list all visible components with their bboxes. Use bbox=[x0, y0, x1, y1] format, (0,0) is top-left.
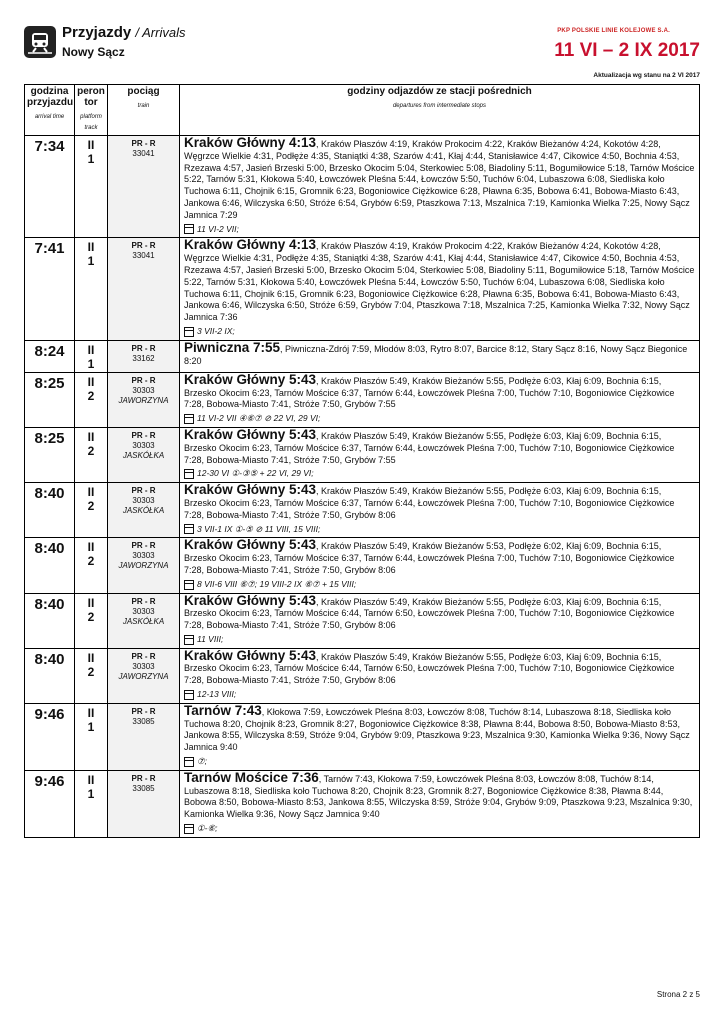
table-row bbox=[25, 770, 700, 837]
origin-station: Kraków Główny 5:43 bbox=[184, 371, 317, 387]
track-number: 1 bbox=[87, 356, 95, 371]
train-category: PR - R bbox=[131, 541, 156, 551]
train-number: 30303 bbox=[132, 385, 155, 395]
train-info bbox=[108, 238, 180, 340]
track-number: 1 bbox=[87, 719, 95, 734]
track-number: 2 bbox=[87, 664, 95, 679]
arrival-time: 9:46 bbox=[25, 703, 75, 770]
platform-track bbox=[75, 372, 108, 427]
origin-station: Kraków Główny 5:43 bbox=[184, 482, 317, 498]
operating-days-text: 8 VII-6 VIII ⑥⑦; 19 VIII-2 IX ⑥⑦ + 15 VIII; bbox=[197, 578, 357, 589]
train-name: JASKÓŁKA bbox=[122, 450, 165, 460]
operating-days bbox=[184, 468, 696, 480]
intermediate-stops bbox=[180, 538, 700, 593]
origin-station: Kraków Główny 5:43 bbox=[184, 592, 317, 608]
arrival-time: 7:34 bbox=[25, 136, 75, 238]
train-number: 33162 bbox=[132, 353, 155, 363]
intermediate-stops bbox=[180, 770, 700, 837]
train-category: PR - R bbox=[131, 773, 156, 783]
origin-station: Tarnów 7:43 bbox=[184, 702, 262, 718]
stops-list: , Kłokowa 7:59, Łowczówek Pleśna 8:03, Łowczów 8:08, Tuchów 8:14, Lubaszowa 8:18, Siedliska koło Tuchowa 8:20, Chojnik 8:23, Gromnik 8:27, Bogoniowice Ciężkowice 8:38, Pławna 8:44, Bobowa 8:50, Bobowa-Miasto 8:53, Jankowa 8:55, Wilczyska 8:59, Stróże 9:04, Grybów 9:09, Ptaszkowa 9:23, Mszalnica 9:30, Kamionka Wielka 9:36, Nowy Sącz Jamnica 9:40 bbox=[184, 706, 690, 753]
calendar-icon bbox=[184, 757, 194, 767]
operating-days bbox=[184, 224, 696, 236]
train-name: JAWORZYNA bbox=[118, 561, 169, 571]
title-en-text: / Arrivals bbox=[135, 25, 186, 40]
train-number: 30303 bbox=[132, 496, 155, 506]
platform-number: II bbox=[87, 138, 95, 152]
operating-days bbox=[184, 524, 696, 536]
platform-number: II bbox=[87, 772, 95, 787]
arrival-time: 8:25 bbox=[25, 427, 75, 482]
col-header-stops: godziny odjazdów ze stacji pośrednich departures from intermediate stops bbox=[180, 85, 700, 136]
stops-list: , Kraków Płaszów 5:49, Kraków Bieżanów 5:55, Podłęże 6:03, Kłaj 6:09, Bochnia 6:15, Brzesko Okocim 6:23, Tarnów Mościce 6:44, Tarnów 6:50, Łowczówek Pleśna 7:00, Tuchów 7:10, Bogoniowice Ciężkowice 7:28, Bobowa-Miasto 7:41, Stróże 7:50, Grybów 8:06 bbox=[184, 596, 675, 631]
validity-dates: 11 VI – 2 IX 2017 bbox=[554, 40, 700, 61]
table-row bbox=[25, 703, 700, 770]
operating-days bbox=[184, 634, 696, 646]
train-name: JASKÓŁKA bbox=[122, 616, 165, 626]
track-number: 2 bbox=[87, 609, 95, 624]
train-info bbox=[108, 483, 180, 538]
origin-station: Kraków Główny 5:43 bbox=[184, 647, 317, 663]
train-info bbox=[108, 136, 180, 238]
operating-days-text: 12-13 VIII; bbox=[197, 689, 237, 700]
platform-track bbox=[75, 770, 108, 837]
table-row bbox=[25, 648, 700, 703]
train-number: 33041 bbox=[132, 149, 155, 158]
intermediate-stops bbox=[180, 648, 700, 703]
operating-days bbox=[184, 689, 696, 701]
platform-track bbox=[75, 703, 108, 770]
platform-number: II bbox=[87, 342, 95, 357]
platform-number: II bbox=[87, 429, 95, 444]
page-title bbox=[62, 24, 185, 41]
train-category: PR - R bbox=[131, 375, 156, 385]
table-row bbox=[25, 340, 700, 372]
operating-days bbox=[184, 756, 696, 768]
calendar-icon bbox=[184, 524, 194, 534]
operating-days-text: ⑦; bbox=[197, 756, 207, 767]
col-header-time: godzina przyjazdu arrival time bbox=[25, 85, 75, 136]
stops-list: , Kraków Płaszów 5:49, Kraków Bieżanów 5:55, Podłęże 6:03, Kłaj 6:09, Bochnia 6:15, Brzesko Okocim 6:23, Tarnów Mościce 6:37, Tarnów 6:44, Łowczówek Pleśna 7:00, Tuchów 7:10, Bogoniowice Ciężkowice 7:28, Bobowa-Miasto 7:41, Stróże 7:50, Grybów 7:55 bbox=[184, 375, 675, 410]
operating-days-text: 11 VI-2 VII; bbox=[197, 223, 239, 234]
page-number: Strona 2 z 5 bbox=[656, 990, 700, 999]
platform-track bbox=[75, 538, 108, 593]
origin-station: Kraków Główny 4:13 bbox=[184, 237, 317, 253]
table-row bbox=[25, 427, 700, 482]
arrivals-table bbox=[24, 84, 700, 838]
operating-days-text: 11 VIII; bbox=[197, 633, 224, 644]
train-category: PR - R bbox=[131, 430, 156, 440]
origin-station: Piwniczna 7:55 bbox=[184, 339, 281, 355]
origin-station: Tarnów Mościce 7:36 bbox=[184, 769, 319, 785]
calendar-icon bbox=[184, 469, 194, 479]
origin-station: Kraków Główny 5:43 bbox=[184, 426, 317, 442]
platform-track bbox=[75, 483, 108, 538]
intermediate-stops bbox=[180, 427, 700, 482]
operating-days-text: 3 VII-2 IX; bbox=[197, 325, 235, 336]
table-row bbox=[25, 538, 700, 593]
intermediate-stops bbox=[180, 483, 700, 538]
track-number: 2 bbox=[87, 499, 95, 514]
stops-list: , Kraków Płaszów 4:19, Kraków Prokocim 4:22, Kraków Bieżanów 4:24, Kokotów 4:28, Węgrzce Wielkie 4:31, Podłęże 4:35, Staniątki 4:38, Szarów 4:41, Kłaj 4:44, Stanisławice 4:47, Cikowice 4:50, Bochnia 4:53, Rzezawa 4:57, Jasień Brzeski 5:00, Brzesko Okocim 5:04, Sterkowiec 5:08, Biadoliny 5:11, Bogumiłowice 5:18, Tarnów Mościce 5:22, Tarnów 5:31, Kłokowa 5:40, Łowczówek Pleśna 5:44, Łowczów 5:50, Tuchów 6:04, Lubaszowa 6:08, Siedliska koło Tuchowa 6:11, Chojnik 6:15, Gromnik 6:23, Bogoniowice Ciężkowice 6:28, Pławna 6:35, Bobowa 6:41, Bobowa-Miasto 6:43, Jankowa 6:46, Wilczyska 6:50, Stróże 6:54, Grybów 6:59, Ptaszkowa 7:13, Mszalnica 7:19, Kamionka Wielka 7:25, Nowy Sącz Jamnica 7:29 bbox=[184, 139, 695, 220]
table-row bbox=[25, 593, 700, 648]
train-category: PR - R bbox=[131, 139, 156, 148]
calendar-icon bbox=[184, 690, 194, 700]
table-row bbox=[25, 238, 700, 340]
arrival-time: 8:25 bbox=[25, 372, 75, 427]
stops-list: , Kraków Płaszów 5:49, Kraków Bieżanów 5:55, Podłęże 6:03, Kłaj 6:09, Bochnia 6:15, Brzesko Okocim 6:23, Tarnów Mościce 6:37, Tarnów 6:44, Łowczówek Pleśna 7:00, Tuchów 7:10, Bogoniowice Ciężkowice 7:28, Bobowa-Miasto 7:41, Stróże 7:50, Grybów 7:55 bbox=[184, 430, 675, 465]
calendar-icon bbox=[184, 580, 194, 590]
table-row bbox=[25, 483, 700, 538]
train-name: JAWORZYNA bbox=[118, 395, 169, 405]
page-header bbox=[24, 26, 700, 84]
train-number: 30303 bbox=[132, 551, 155, 561]
platform-number: II bbox=[87, 240, 95, 255]
intermediate-stops bbox=[180, 593, 700, 648]
stops-list: , Kraków Płaszów 5:49, Kraków Bieżanów 5:55, Podłęże 6:03, Kłaj 6:09, Bochnia 6:15, Brzesko Okocim 6:23, Tarnów Mościce 6:37, Tarnów 6:44, Łowczówek Pleśna 7:00, Tuchów 7:10, Bogoniowice Ciężkowice 7:28, Bobowa-Miasto 7:41, Stróże 7:50, Grybów 8:06 bbox=[184, 486, 675, 520]
arrival-time: 8:24 bbox=[25, 340, 75, 372]
stops-list: , Tarnów 7:43, Kłokowa 7:59, Łowczówek Pleśna 8:03, Łowczów 8:08, Tuchów 8:14, Lubaszowa 8:18, Siedliska koło Tuchowa 8:20, Chojnik 8:23, Gromnik 8:27, Bogoniowice Ciężkowice 8:38, Pławna 8:44, Bobowa 8:50, Bobowa-Miasto 8:53, Jankowa 8:55, Wilczyska 8:59, Stróże 9:04, Grybów 9:09, Ptaszkowa 9:23, Mszalnica 9:30, Kamionka Wielka 9:36, Nowy Sącz Jamnica 9:40 bbox=[184, 773, 693, 820]
train-info bbox=[108, 372, 180, 427]
col-header-platform: peron tor platform track bbox=[75, 85, 108, 136]
calendar-icon bbox=[184, 327, 194, 337]
calendar-icon bbox=[184, 224, 194, 234]
arrival-time: 9:46 bbox=[25, 770, 75, 837]
platform-number: II bbox=[87, 650, 95, 665]
train-name: JASKÓŁKA bbox=[122, 506, 165, 516]
platform-track bbox=[75, 340, 108, 372]
table-body bbox=[25, 136, 700, 838]
train-number: 33041 bbox=[132, 251, 155, 261]
intermediate-stops bbox=[180, 340, 700, 372]
origin-station: Kraków Główny 4:13 bbox=[184, 135, 317, 150]
stops-list: , Kraków Płaszów 5:49, Kraków Bieżanów 5:53, Podłęże 6:02, Kłaj 6:09, Bochnia 6:15, Brzesko Okocim 6:23, Tarnów Mościce 6:37, Tarnów 6:44, Łowczówek Pleśna 7:00, Tuchów 7:10, Bogoniowice Ciężkowice 7:28, Bobowa-Miasto 7:41, Stróże 7:50, Grybów 8:06 bbox=[184, 541, 675, 575]
platform-number: II bbox=[87, 540, 95, 555]
arrival-time: 8:40 bbox=[25, 593, 75, 648]
platform-number: II bbox=[87, 705, 95, 720]
platform-number: II bbox=[87, 595, 95, 610]
arrival-time: 7:41 bbox=[25, 238, 75, 340]
platform-track bbox=[75, 238, 108, 340]
arrival-time: 8:40 bbox=[25, 483, 75, 538]
train-category: PR - R bbox=[131, 596, 156, 606]
operating-days bbox=[184, 823, 696, 835]
train-number: 30303 bbox=[132, 606, 155, 616]
arrival-time: 8:40 bbox=[25, 648, 75, 703]
operating-days-text: 3 VII-1 IX ①-⑤ ⊘ 11 VIII, 15 VIII; bbox=[197, 523, 321, 534]
train-info bbox=[108, 593, 180, 648]
platform-number: II bbox=[87, 374, 95, 389]
col-header-train: pociąg train bbox=[108, 85, 180, 136]
table-header-row bbox=[25, 85, 700, 136]
arrival-time: 8:40 bbox=[25, 538, 75, 593]
intermediate-stops bbox=[180, 238, 700, 340]
train-number: 30303 bbox=[132, 440, 155, 450]
operating-days bbox=[184, 326, 696, 338]
train-info bbox=[108, 770, 180, 837]
track-number: 2 bbox=[87, 554, 95, 569]
origin-station: Kraków Główny 5:43 bbox=[184, 537, 317, 553]
train-info bbox=[108, 427, 180, 482]
intermediate-stops bbox=[180, 372, 700, 427]
title-text: Przyjazdy bbox=[62, 24, 132, 41]
company-logo-text: PKP POLSKIE LINIE KOLEJOWE S.A. bbox=[557, 28, 670, 34]
operating-days bbox=[184, 579, 696, 591]
track-number: 1 bbox=[87, 152, 95, 166]
operating-days-text: 11 VI-2 VII ④⑥⑦ ⊘ 22 VI, 29 VI; bbox=[197, 413, 321, 424]
update-note: Aktualizacja wg stanu na 2 VI 2017 bbox=[593, 72, 700, 79]
train-info bbox=[108, 340, 180, 372]
train-category: PR - R bbox=[131, 486, 156, 496]
station-name: Nowy Sącz bbox=[62, 45, 125, 59]
stops-list: , Piwniczna-Zdrój 7:59, Młodów 8:03, Rytro 8:07, Barcice 8:12, Stary Sącz 8:16, Nowy Sącz Biegonice 8:20 bbox=[184, 343, 688, 366]
train-name: JAWORZYNA bbox=[118, 671, 169, 681]
calendar-icon bbox=[184, 414, 194, 424]
train-number: 33085 bbox=[132, 783, 155, 793]
platform-track bbox=[75, 136, 108, 238]
train-category: PR - R bbox=[131, 651, 156, 661]
train-info bbox=[108, 703, 180, 770]
intermediate-stops bbox=[180, 136, 700, 238]
stops-list: , Kraków Płaszów 5:49, Kraków Bieżanów 5:55, Podłęże 6:03, Kłaj 6:09, Bochnia 6:15, Brzesko Okocim 6:23, Tarnów Mościce 6:44, Tarnów 6:50, Łowczówek Pleśna 7:00, Tuchów 7:10, Bogoniowice Ciężkowice 7:28, Bobowa-Miasto 7:41, Stróże 7:50, Grybów 8:06 bbox=[184, 651, 675, 686]
calendar-icon bbox=[184, 635, 194, 645]
intermediate-stops bbox=[180, 703, 700, 770]
track-number: 1 bbox=[87, 786, 95, 801]
calendar-icon bbox=[184, 824, 194, 834]
train-number: 30303 bbox=[132, 661, 155, 671]
stops-list: , Kraków Płaszów 4:19, Kraków Prokocim 4:22, Kraków Bieżanów 4:24, Kokotów 4:28, Węgrzce Wielkie 4:31, Podłęże 4:35, Staniątki 4:38, Szarów 4:41, Kłaj 4:44, Stanisławice 4:47, Cikowice 4:50, Bochnia 4:53, Rzezawa 4:57, Jasień Brzeski 5:00, Brzesko Okocim 5:04, Sterkowiec 5:08, Biadoliny 5:11, Bogumiłowice 5:18, Tarnów Mościce 5:22, Tarnów 5:31, Kłokowa 5:40, Łowczówek Pleśna 5:44, Łowczów 5:50, Tuchów 6:04, Lubaszowa 6:08, Siedliska koło Tuchowa 6:11, Chojnik 6:15, Gromnik 6:23, Bogoniowice Ciężkowice 6:28, Pławna 6:35, Bobowa 6:41, Bobowa-Miasto 6:43, Jankowa 6:46, Wilczyska 6:50, Stróże 6:59, Grybów 7:04, Ptaszkowa 7:18, Mszalnica 7:25, Kamionka Wielka 7:32, Nowy Sącz Jamnica 7:36 bbox=[184, 241, 695, 323]
train-category: PR - R bbox=[131, 343, 156, 353]
table-row bbox=[25, 372, 700, 427]
track-number: 1 bbox=[87, 254, 95, 269]
train-number: 33085 bbox=[132, 716, 155, 726]
train-category: PR - R bbox=[131, 706, 156, 716]
platform-track bbox=[75, 648, 108, 703]
table-row bbox=[25, 136, 700, 238]
train-icon bbox=[24, 26, 56, 58]
track-number: 2 bbox=[87, 443, 95, 458]
train-info bbox=[108, 648, 180, 703]
platform-number: II bbox=[87, 485, 95, 500]
train-category: PR - R bbox=[131, 241, 156, 251]
train-info bbox=[108, 538, 180, 593]
track-number: 2 bbox=[87, 388, 95, 403]
platform-track bbox=[75, 427, 108, 482]
operating-days-text: 12-30 VI ①-③⑤ + 22 VI, 29 VI; bbox=[197, 468, 314, 479]
operating-days-text: ①-⑥; bbox=[197, 823, 218, 834]
platform-track bbox=[75, 593, 108, 648]
operating-days bbox=[184, 413, 696, 425]
